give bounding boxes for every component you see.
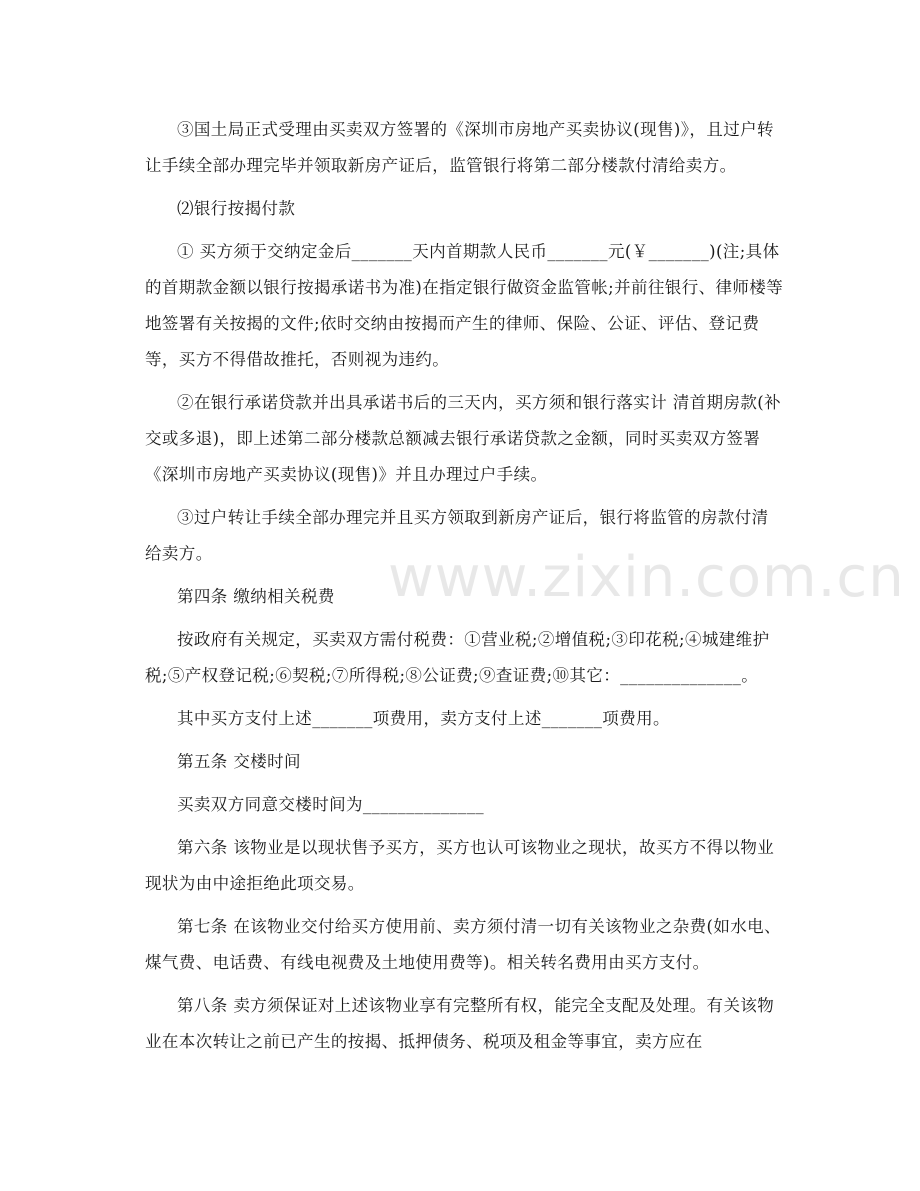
document-body (145, 112, 785, 1067)
paragraph-bank-mortgage-heading: ⑵银行按揭付款 (177, 199, 296, 218)
paragraph-taxes: 按政府有关规定，买卖双方需付税费：①营业税;②增值税;③印花税;④城建维护税;⑤产权登记税;⑥契税;⑦所得税;⑧公证费;⑨查证费;⑩其它：______________。 (145, 630, 770, 685)
article-7: 第七条 在该物业交付给买方使用前、卖方须付清一切有关该物业之杂费(如水电、煤气费、电话费、有线电视费及土地使用费等)。相关转名费用由买方支付。 (145, 917, 781, 972)
paragraph-handover-date: 买卖双方同意交楼时间为______________ (177, 795, 484, 814)
paragraph-clause-3-handover: ③国土局正式受理由买卖双方签署的《深圳市房地产买卖协议(现售)》，且过户转让手续全部办理完毕并领取新房产证后，监管银行将第二部分楼款付清给卖方。 (145, 120, 774, 175)
article-5-heading: 第五条 交楼时间 (177, 752, 301, 771)
paragraph-tax-split: 其中买方支付上述_______项费用，卖方支付上述_______项费用。 (177, 709, 670, 728)
article-6: 第六条 该物业是以现状售予买方，买方也认可该物业之现状，故买方不得以物业现状为由中途拒绝此项交易。 (145, 838, 775, 893)
article-4-heading: 第四条 缴纳相关税费 (177, 587, 335, 606)
watermark: www.zixin.com.cn (388, 545, 905, 610)
paragraph-mortgage-item-2: ②在银行承诺贷款并出具承诺书后的三天内，买方须和银行落实计 清首期房款(补交或多退)，即上述第二部分楼款总额减去银行承诺贷款之金额，同时买卖双方签署《深圳市房地产买卖协议(现售)》并且办理过户手续。 (145, 393, 781, 484)
paragraph-mortgage-item-3: ③过户转让手续全部办理完并且买方领取到新房产证后，银行将监管的房款付清给卖方。 (145, 508, 769, 563)
paragraph-mortgage-item-1: ① 买方须于交纳定金后_______天内首期款人民币_______元(￥_______)(注;具体的首期款金额以银行按揭承诺书为准)在指定银行做资金监管帐;并前往银行、律师楼等地签署有关按揭的文件;依时交纳由按揭而产生的律师、保险、公证、评估、登记费等，买方不得借故推托，否则视为违约。 (145, 242, 784, 369)
article-8: 第八条 卖方须保证对上述该物业享有完整所有权，能完全支配及处理。有关该物业在本次转让之前已产生的按揭、抵押债务、税项及租金等事宜，卖方应在 (145, 996, 775, 1051)
